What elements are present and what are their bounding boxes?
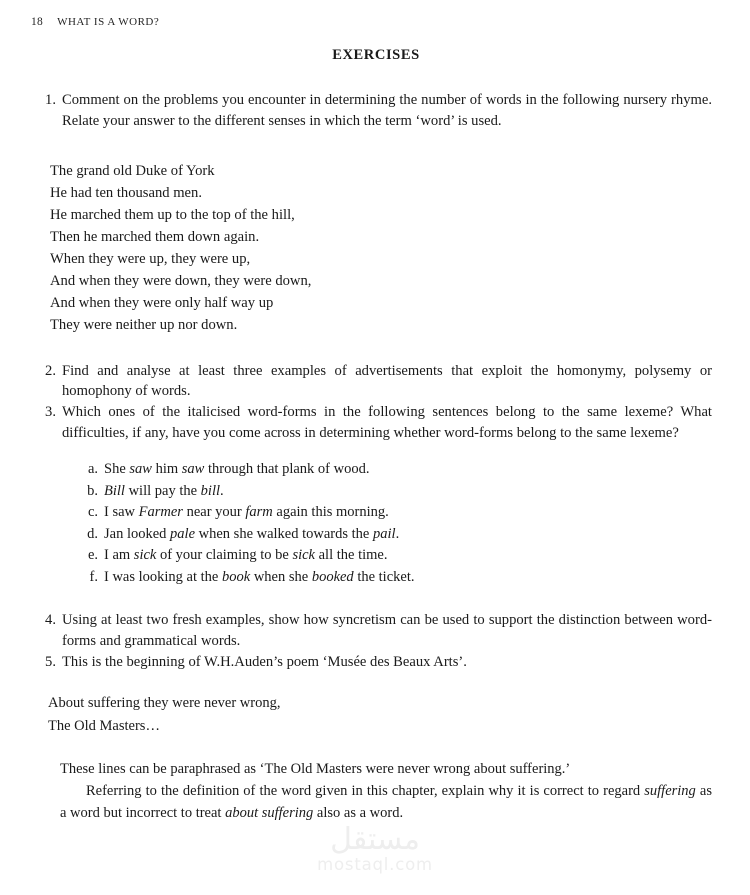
letter-marker: a. (87, 461, 98, 478)
exercise-text: Comment on the problems you encounter in determining the number of words in the following nursery rhyme. Relate your answer to the different senses in which the term ‘word’ is used. (62, 92, 712, 129)
text-run: I am (104, 547, 134, 564)
verse-line: When they were up, they were up, (50, 251, 251, 267)
text-run: again this morning. (272, 504, 389, 521)
letter-text (104, 526, 399, 542)
list-item (86, 567, 712, 588)
text-run: when she (250, 568, 312, 585)
exercise-marker: 3. (45, 404, 56, 420)
letter-text (104, 504, 389, 520)
list-item (86, 502, 712, 523)
chapter-title: WHAT IS A WORD? (57, 16, 160, 28)
text-run: of your claiming to be (156, 547, 293, 564)
italic-word: saw (181, 461, 205, 478)
list-item (86, 545, 712, 566)
running-head (31, 16, 159, 28)
paraphrase-line: These lines can be paraphrased as ‘The Old Masters were never wrong about suffering.’ (60, 761, 571, 778)
text-run: through that plank of wood. (204, 461, 370, 478)
letter-text (104, 483, 224, 499)
text-run: Referring to the definition of the word given in this chapter, explain why it is correct to regard (86, 783, 645, 799)
text-run: I was looking at the (104, 568, 222, 585)
text-run: I saw (104, 504, 139, 521)
italic-word: bill (200, 482, 221, 499)
text-run: him (151, 461, 182, 478)
exercise-marker: 2. (45, 362, 56, 379)
exercises-heading: EXERCISES (332, 47, 420, 63)
exercise-text: This is the beginning of W.H.Auden’s poem ‘Musée des Beaux Arts’. (62, 653, 467, 670)
list-item (86, 459, 712, 480)
closing-paragraph (60, 781, 712, 825)
text-run: . (395, 525, 400, 542)
italic-word: farm (245, 504, 273, 521)
italic-word: about suffering (225, 804, 314, 821)
text-run: . (220, 482, 224, 499)
verse-line: They were neither up nor down. (50, 316, 238, 333)
page-content (40, 47, 712, 825)
exercise-item-3 (40, 402, 712, 443)
italic-word: suffering (644, 783, 696, 799)
text-run: as a word but incorrect to treat (60, 783, 712, 821)
exercise-marker: 5. (45, 653, 56, 670)
text-run: when she walked towards the (195, 525, 373, 542)
italic-word: sick (292, 547, 315, 564)
exercise-item-4 (40, 610, 712, 651)
letter-marker: d. (87, 525, 98, 542)
letter-text (104, 569, 414, 585)
text-run: the ticket. (353, 568, 415, 585)
text-run: She (104, 461, 130, 478)
lettered-example-list (86, 459, 712, 588)
exercise-text: Which ones of the italicised word-forms in the following sentences belong to the same lexeme? What difficulties, if any, have you come across in determining whether word-forms belong to the same lexeme? (62, 404, 712, 441)
text-run: all the time. (315, 547, 388, 564)
letter-marker: e. (87, 547, 98, 564)
letter-marker: f. (89, 568, 98, 585)
nursery-rhyme-block (50, 161, 712, 336)
italic-word: saw (129, 461, 152, 478)
text-run: will pay the (124, 482, 201, 499)
poem-quote-line: The Old Masters… (48, 717, 160, 734)
watermark (0, 821, 750, 874)
letter-marker: b. (87, 482, 98, 499)
text-run: near your (182, 504, 246, 521)
exercise-marker: 4. (45, 612, 56, 629)
italic-word: pale (170, 525, 196, 542)
poem-quote-block (48, 692, 712, 737)
italic-word: book (222, 568, 251, 585)
italic-word: booked (311, 568, 354, 585)
verse-line: And when they were only half way up (50, 294, 274, 311)
verse-line: He had ten thousand men. (50, 185, 202, 202)
closing-paragraphs (60, 759, 712, 824)
italic-word: sick (133, 547, 157, 564)
exercise-marker: 1. (45, 92, 56, 108)
exercise-item-5 (40, 652, 712, 673)
verse-line: And when they were down, they were down, (50, 272, 312, 289)
exercise-text: Find and analyse at least three examples of advertisements that exploit the homonymy, polysemy or homophony of words. (62, 362, 712, 400)
exercise-item-1 (40, 90, 712, 131)
italic-word: pail (373, 525, 396, 542)
italic-word: Farmer (138, 504, 183, 521)
page-number: 18 (31, 16, 44, 28)
verse-line: The grand old Duke of York (50, 163, 215, 180)
text-run: also as a word. (313, 804, 404, 821)
exercise-text: Using at least two fresh examples, show how syncretism can be used to support the distinction between word-forms and grammatical words. (62, 612, 712, 649)
watermark-arabic-logo: مستقل (330, 821, 420, 857)
italic-word: Bill (104, 482, 125, 499)
list-item (86, 524, 712, 545)
verse-line: Then he marched them down again. (50, 229, 260, 246)
exercise-item-2 (40, 361, 712, 402)
list-item (86, 481, 712, 502)
verse-line: He marched them up to the top of the hill, (50, 207, 295, 224)
text-run: Jan looked (104, 525, 171, 542)
poem-quote-line: About suffering they were never wrong, (48, 695, 281, 712)
letter-text (104, 547, 387, 563)
letter-marker: c. (87, 504, 98, 521)
watermark-domain: mostaql.com (317, 854, 433, 874)
letter-text (104, 461, 369, 477)
